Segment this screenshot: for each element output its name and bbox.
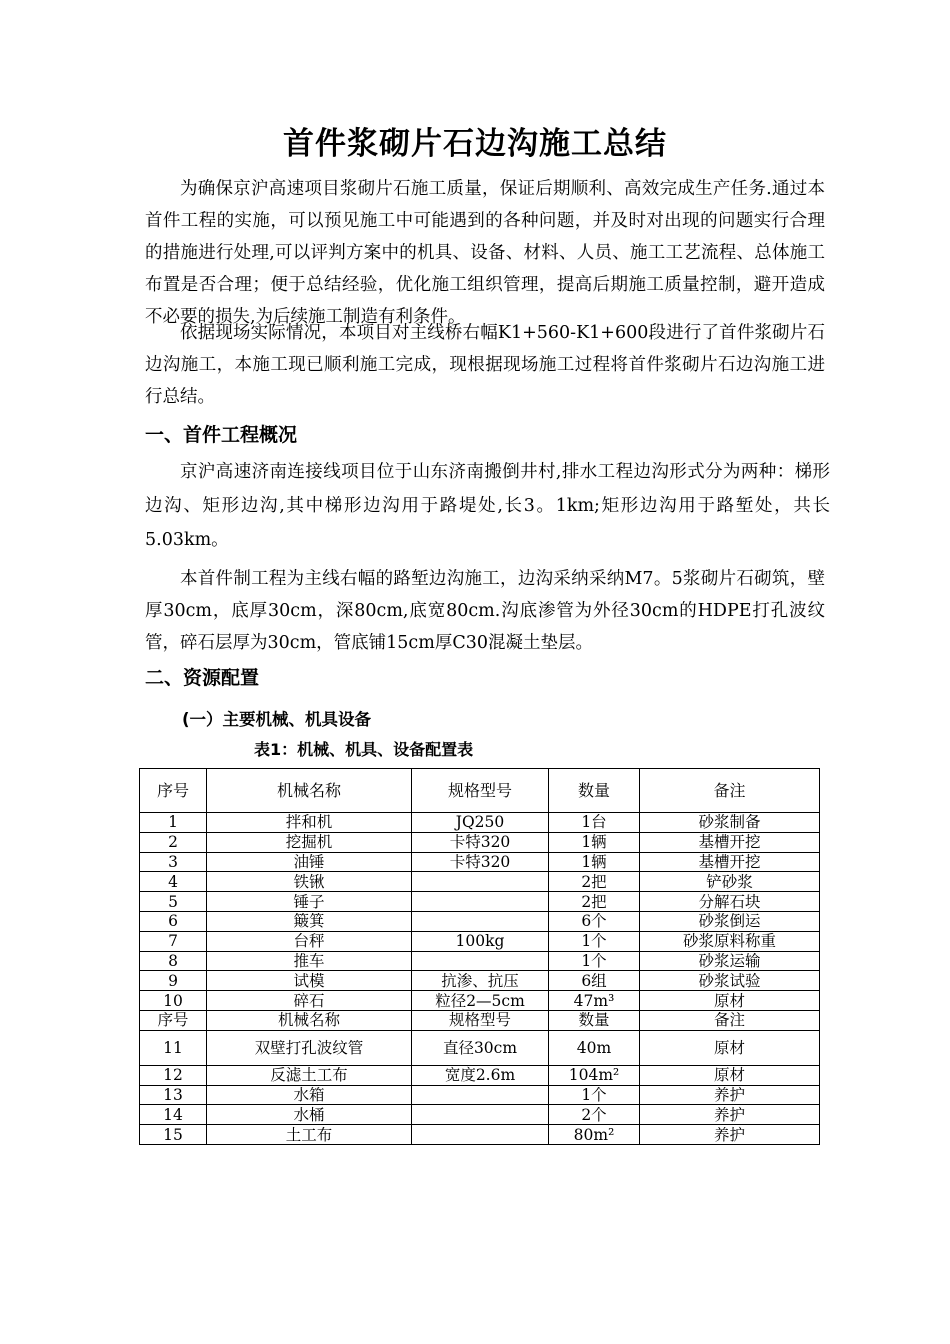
cell-spec (412, 892, 549, 912)
cell-name: 土工布 (207, 1125, 412, 1145)
cell-remark: 砂浆制备 (640, 813, 820, 833)
cell-name: 铁锹 (207, 872, 412, 892)
table-row (140, 951, 820, 971)
cell-spec (412, 1125, 549, 1145)
cell-quantity: 1个 (549, 1085, 640, 1105)
cell-index: 8 (140, 951, 207, 971)
cell-quantity: 2个 (549, 1105, 640, 1125)
table-row (140, 971, 820, 991)
table-row (140, 813, 820, 833)
cell-quantity: 80m² (549, 1125, 640, 1145)
cell-name: 挖掘机 (207, 832, 412, 852)
cell-remark: 养护 (640, 1085, 820, 1105)
cell-index: 5 (140, 892, 207, 912)
cell-quantity: 2把 (549, 872, 640, 892)
cell-quantity: 1辆 (549, 832, 640, 852)
cell-spec (412, 872, 549, 892)
cell-name: 双壁打孔波纹管 (207, 1030, 412, 1065)
cell-name: 水箱 (207, 1085, 412, 1105)
cell-name: 碎石 (207, 991, 412, 1011)
table-row (140, 1125, 820, 1145)
section-heading-overview: 一、首件工程概况 (145, 424, 298, 446)
cell-remark: 备注 (640, 1010, 820, 1030)
cell-index: 序号 (140, 1010, 207, 1030)
table-row (140, 911, 820, 931)
cell-spec (412, 1085, 549, 1105)
cell-remark: 养护 (640, 1105, 820, 1125)
cell-index: 11 (140, 1030, 207, 1065)
overview-paragraph-1: 京沪高速济南连接线项目位于山东济南搬倒井村,排水工程边沟形式分为两种：梯形边沟、矩形边沟,其中梯形边沟用于路堤处,长3。1km;矩形边沟用于路堑处，共长5.03km。 (145, 462, 830, 550)
header-cell-index: 序号 (140, 769, 207, 813)
table-row (140, 991, 820, 1011)
cell-name: 台秤 (207, 931, 412, 951)
equipment-table (139, 768, 820, 1145)
cell-index: 9 (140, 971, 207, 991)
cell-index: 7 (140, 931, 207, 951)
cell-index: 10 (140, 991, 207, 1011)
cell-index: 15 (140, 1125, 207, 1145)
cell-name: 机械名称 (207, 1010, 412, 1030)
header-cell-spec: 规格型号 (412, 769, 549, 813)
cell-quantity: 47m³ (549, 991, 640, 1011)
cell-remark: 砂浆倒运 (640, 911, 820, 931)
cell-quantity: 2把 (549, 892, 640, 912)
cell-spec (412, 911, 549, 931)
table-row (140, 832, 820, 852)
cell-remark: 铲砂浆 (640, 872, 820, 892)
cell-index: 4 (140, 872, 207, 892)
cell-quantity: 1个 (549, 931, 640, 951)
cell-quantity: 1辆 (549, 852, 640, 872)
cell-index: 13 (140, 1085, 207, 1105)
table-row (140, 892, 820, 912)
table-row (140, 1030, 820, 1065)
cell-name: 水桶 (207, 1105, 412, 1125)
cell-spec: JQ250 (412, 813, 549, 833)
cell-name: 簸箕 (207, 911, 412, 931)
table-row (140, 1010, 820, 1030)
section-heading-resources: 二、资源配置 (145, 667, 260, 689)
cell-spec: 宽度2.6m (412, 1065, 549, 1085)
cell-spec (412, 1105, 549, 1125)
cell-remark: 原材 (640, 1030, 820, 1065)
cell-index: 2 (140, 832, 207, 852)
cell-spec: 卡特320 (412, 832, 549, 852)
document-title: 首件浆砌片石边沟施工总结 (283, 126, 667, 162)
overview-paragraph-2: 本首件制工程为主线右幅的路堑边沟施工，边沟采纳采纳M7。5浆砌片石砌筑，壁厚30cm，底厚30cm，深80cm,底宽80cm.沟底渗管为外径30cm的HDPE打孔波纹管，碎石层厚为30cm，管底铺15cm厚C30混凝土垫层。 (145, 569, 825, 653)
table-header-row (140, 769, 820, 813)
table-row (140, 1065, 820, 1085)
table-row (140, 1085, 820, 1105)
cell-name: 拌和机 (207, 813, 412, 833)
cell-name: 反滤土工布 (207, 1065, 412, 1085)
cell-quantity: 6个 (549, 911, 640, 931)
cell-spec: 直径30cm (412, 1030, 549, 1065)
cell-name: 锤子 (207, 892, 412, 912)
cell-remark: 砂浆运输 (640, 951, 820, 971)
cell-index: 3 (140, 852, 207, 872)
equipment-table-body (140, 769, 820, 1145)
cell-name: 推车 (207, 951, 412, 971)
cell-remark: 基槽开挖 (640, 832, 820, 852)
cell-remark: 基槽开挖 (640, 852, 820, 872)
cell-index: 14 (140, 1105, 207, 1125)
cell-index: 1 (140, 813, 207, 833)
cell-quantity: 1台 (549, 813, 640, 833)
table-row (140, 931, 820, 951)
header-cell-name: 机械名称 (207, 769, 412, 813)
cell-remark: 砂浆试验 (640, 971, 820, 991)
cell-name: 油锤 (207, 852, 412, 872)
cell-name: 试模 (207, 971, 412, 991)
cell-spec: 卡特320 (412, 852, 549, 872)
intro-paragraph-1: 为确保京沪高速项目浆砌片石施工质量，保证后期顺利、高效完成生产任务.通过本首件工程的实施，可以预见施工中可能遇到的各种问题，并及时对出现的问题实行合理的措施进行处理,可以评判方案中的机具、设备、材料、人员、施工工艺流程、总体施工布置是否合理；便于总结经验，优化施工组织管理，提高后期施工质量控制，避开造成不必要的损失,为后续施工制造有利条件。 (145, 179, 825, 327)
cell-index: 6 (140, 911, 207, 931)
header-cell-quantity: 数量 (549, 769, 640, 813)
cell-quantity: 6组 (549, 971, 640, 991)
cell-spec: 100kg (412, 931, 549, 951)
table-row (140, 852, 820, 872)
cell-spec: 规格型号 (412, 1010, 549, 1030)
cell-remark: 砂浆原料称重 (640, 931, 820, 951)
cell-quantity: 104m² (549, 1065, 640, 1085)
subsection-heading-machinery: (一）主要机械、机具设备 (182, 710, 372, 729)
cell-quantity: 40m (549, 1030, 640, 1065)
cell-quantity: 1个 (549, 951, 640, 971)
table-row (140, 1105, 820, 1125)
header-cell-remark: 备注 (640, 769, 820, 813)
cell-remark: 养护 (640, 1125, 820, 1145)
cell-spec: 粒径2—5cm (412, 991, 549, 1011)
cell-index: 12 (140, 1065, 207, 1085)
cell-spec (412, 951, 549, 971)
intro-paragraph-2: 依据现场实际情况，本项目对主线桥右幅K1+560-K1+600段进行了首件浆砌片石边沟施工，本施工现已顺利施工完成，现根据现场施工过程将首件浆砌片石边沟施工进行总结。 (145, 323, 825, 407)
cell-spec: 抗渗、抗压 (412, 971, 549, 991)
cell-remark: 原材 (640, 991, 820, 1011)
table-row (140, 872, 820, 892)
cell-quantity: 数量 (549, 1010, 640, 1030)
table-caption: 表1：机械、机具、设备配置表 (254, 740, 474, 759)
cell-remark: 分解石块 (640, 892, 820, 912)
cell-remark: 原材 (640, 1065, 820, 1085)
